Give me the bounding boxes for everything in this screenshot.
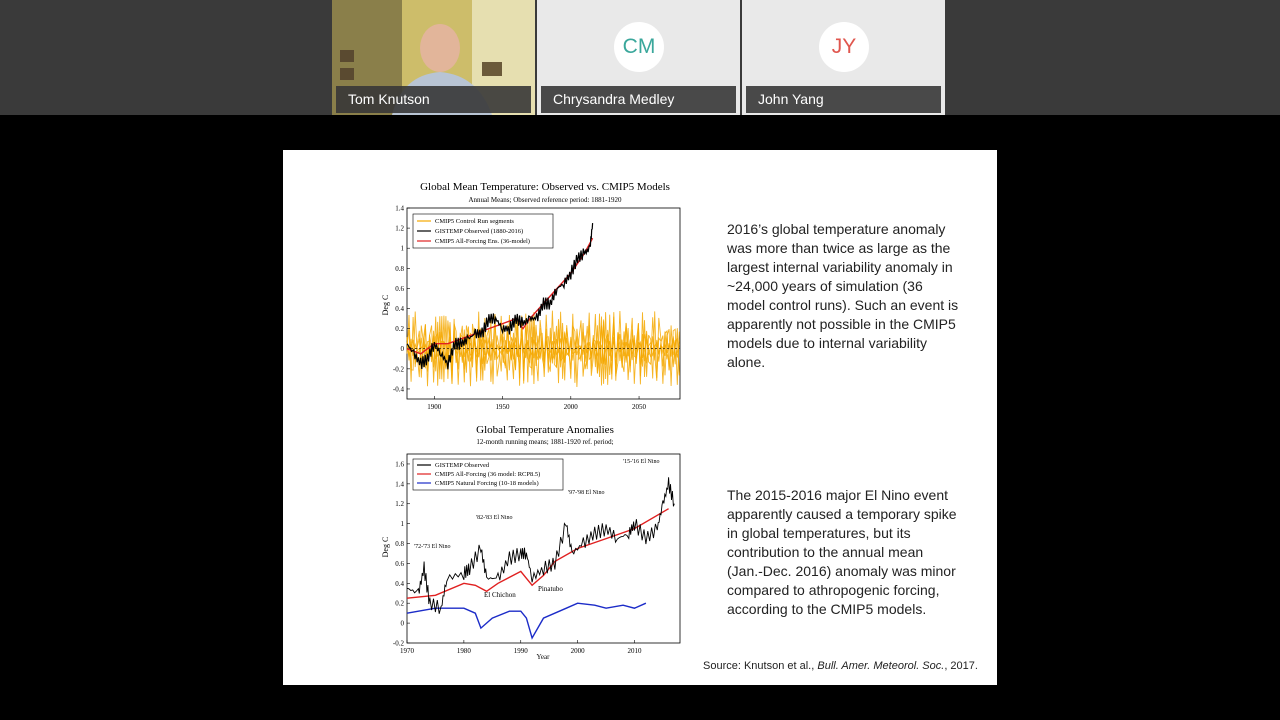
participant-name: Tom Knutson <box>336 86 531 113</box>
y-tick-label: 1 <box>400 244 404 253</box>
chart1-title: Global Mean Temperature: Observed vs. CMIP5 Models <box>420 181 670 193</box>
avatar <box>614 22 664 72</box>
y-tick-label: -0.2 <box>392 639 404 648</box>
text-line: models due to internal variability <box>727 335 927 351</box>
text-line: contribution to the annual mean <box>727 544 924 560</box>
y-tick-label: 0.6 <box>395 559 404 568</box>
text-line: alone. <box>727 354 766 370</box>
avatar-initials: JY <box>831 35 857 58</box>
y-tick-label: 1.4 <box>395 480 404 489</box>
y-tick-label: 0.6 <box>395 284 404 293</box>
y-tick-label: 0.2 <box>395 325 404 334</box>
annotation-15-16: '15-'16 El Nino <box>623 459 660 465</box>
avatar <box>819 22 869 72</box>
x-tick-label: 1990 <box>513 647 528 655</box>
x-tick-label: 1900 <box>427 403 442 411</box>
chart2-legend-gistemp: GISTEMP Observed <box>435 462 490 469</box>
chart1-legend-allforcing: CMIP5 All-Forcing Ens. (36-model) <box>435 238 530 245</box>
text-line: model control runs). Such an event is <box>727 297 959 313</box>
x-tick-label: 2050 <box>632 403 647 411</box>
text-line: The 2015-2016 major El Nino event <box>727 487 949 503</box>
x-tick-label: 2000 <box>563 403 578 411</box>
annotation-el-chichon: El Chichon <box>484 591 516 599</box>
y-tick-label: 0.2 <box>395 599 404 608</box>
annotation-pinatubo: Pinatubo <box>538 585 563 593</box>
y-tick-label: 0.4 <box>395 579 404 588</box>
chart2-ylabel: Deg C <box>381 536 390 558</box>
y-tick-label: 0.8 <box>395 264 404 273</box>
x-tick-label: 2010 <box>627 647 642 655</box>
y-tick-label: 0.8 <box>395 540 404 549</box>
avatar-initials: CM <box>622 35 656 58</box>
text-line: in global temperatures, but its <box>727 525 911 541</box>
chart2-xlabel: Year <box>536 653 550 661</box>
participant-tile-chrysandra[interactable] <box>537 0 740 115</box>
text-line: largest internal variability anomaly in <box>727 259 953 275</box>
chart2-subtitle: 12-month running means; 1881-1920 ref. period; <box>476 438 614 446</box>
x-tick-label: 1950 <box>495 403 510 411</box>
annotation-97-98: '97-'98 El Nino <box>568 490 605 496</box>
chart1-legend-gistemp: GISTEMP Observed (1880-2016) <box>435 228 524 235</box>
text-line: 2016’s global temperature anomaly <box>727 221 946 237</box>
text-line: apparently caused a temporary spike <box>727 506 957 522</box>
chart2-title: Global Temperature Anomalies <box>476 424 614 436</box>
y-tick-label: -0.4 <box>392 385 404 394</box>
chart1-ylabel: Deg C <box>381 294 390 316</box>
y-tick-label: 1.4 <box>395 204 404 213</box>
shared-slide <box>283 150 997 685</box>
chart1-subtitle: Annual Means; Observed reference period: 1881-1920 <box>468 196 622 204</box>
text-line: according to the CMIP5 models. <box>727 601 927 617</box>
text-block-2 <box>727 486 957 619</box>
participant-name: John Yang <box>746 86 941 113</box>
chart1-legend-control: CMIP5 Control Run segments <box>435 218 514 225</box>
participant-tile-tom[interactable] <box>332 0 535 115</box>
chart2-legend <box>413 459 563 490</box>
x-tick-label: 1980 <box>456 647 471 655</box>
y-tick-label: 1 <box>400 520 404 529</box>
y-tick-label: 0 <box>400 345 404 354</box>
x-tick-label: 2000 <box>570 647 585 655</box>
chart1-legend <box>413 214 553 248</box>
y-tick-label: 1.2 <box>395 224 404 233</box>
chart2-legend-natural: CMIP5 Natural Forcing (10-18 models) <box>435 480 539 487</box>
y-tick-label: 1.6 <box>395 460 404 469</box>
x-tick-label: 1970 <box>400 647 414 655</box>
text-line: compared to athropogenic forcing, <box>727 582 940 598</box>
text-block-1 <box>727 220 958 372</box>
source-citation <box>703 660 978 672</box>
annotation-82-83: '82-'83 El Nino <box>476 515 513 521</box>
source-prefix: Source: Knutson et al., <box>703 660 818 672</box>
y-tick-label: 1.2 <box>395 500 404 509</box>
text-line: was more than twice as large as the <box>727 240 951 256</box>
y-tick-label: 0.4 <box>395 305 404 314</box>
participant-tile-john[interactable] <box>742 0 945 115</box>
participant-name: Chrysandra Medley <box>541 86 736 113</box>
participant-strip <box>0 0 1280 115</box>
source-suffix: , 2017. <box>944 660 978 672</box>
text-line: apparently not possible in the CMIP5 <box>727 316 956 332</box>
y-tick-label: 0 <box>400 619 404 628</box>
chart2-legend-allforcing: CMIP5 All-Forcing (36 model: RCP8.5) <box>435 471 541 478</box>
annotation-72-73: '72-'73 El Nino <box>414 544 451 550</box>
text-line: ~24,000 years of simulation (36 <box>727 278 923 294</box>
y-tick-label: -0.2 <box>392 365 404 374</box>
text-line: (Jan.-Dec. 2016) anomaly was minor <box>727 563 956 579</box>
source-journal: Bull. Amer. Meteorol. Soc. <box>817 660 945 672</box>
